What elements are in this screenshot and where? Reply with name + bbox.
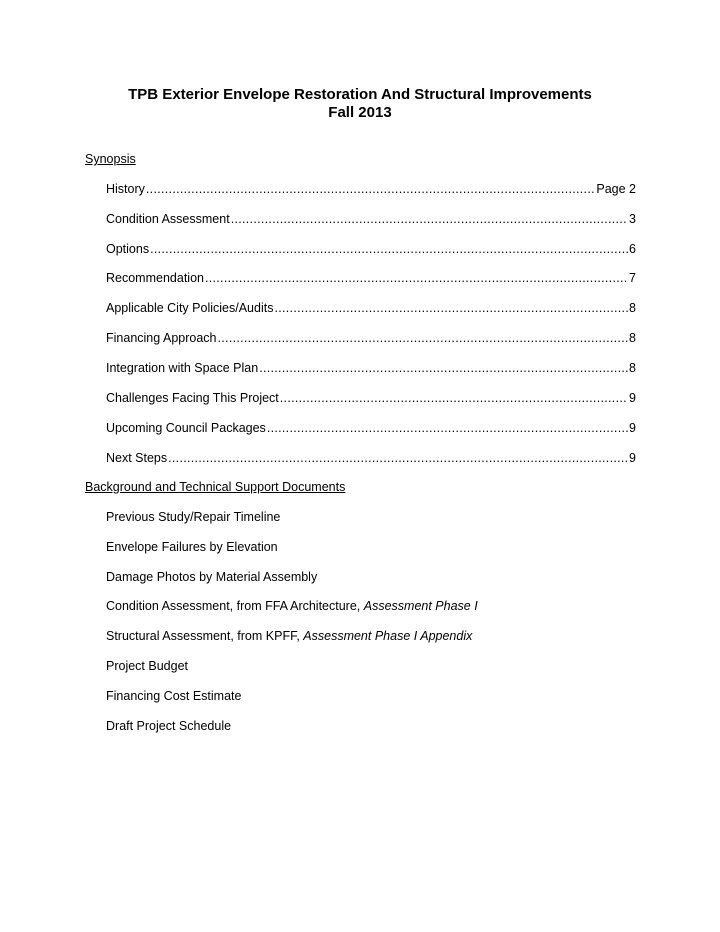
toc-entry-label: Next Steps — [106, 451, 168, 465]
toc-entry-page: 6 — [629, 242, 636, 256]
toc-leader-dots — [218, 331, 629, 346]
support-doc-text: Envelope Failures by Elevation — [106, 540, 278, 554]
toc-entry-page: Page 2 — [596, 182, 636, 196]
toc-entry-label: Financing Approach — [106, 331, 217, 345]
toc-entry-label: Integration with Space Plan — [106, 361, 259, 375]
document-subtitle: Fall 2013 — [328, 104, 392, 121]
document-title: TPB Exterior Envelope Restoration And Structural Improvements — [128, 86, 592, 103]
support-doc-text: Previous Study/Repair Timeline — [106, 510, 281, 524]
toc-leader-dots — [280, 391, 628, 406]
toc-entry-city-policies[interactable] — [106, 301, 636, 316]
support-doc-text: Project Budget — [106, 659, 188, 673]
toc-entry-space-plan[interactable] — [106, 361, 636, 376]
toc-leader-dots — [168, 451, 628, 466]
toc-entry-label: Recommendation — [106, 271, 204, 285]
toc-entry-page: 8 — [629, 301, 636, 315]
toc-leader-dots — [146, 182, 595, 197]
toc-leader-dots — [267, 421, 628, 436]
support-doc-item — [106, 540, 278, 555]
background-heading: Background and Technical Support Documents — [85, 480, 346, 494]
toc-entry-page: 7 — [629, 271, 636, 285]
toc-entry-next-steps[interactable] — [106, 451, 636, 466]
toc-entry-history[interactable] — [106, 182, 636, 197]
support-doc-text: Financing Cost Estimate — [106, 689, 242, 703]
toc-entry-page: 8 — [629, 331, 636, 345]
support-doc-text: Damage Photos by Material Assembly — [106, 570, 318, 584]
support-doc-text: Structural Assessment, from KPFF, — [106, 629, 304, 643]
toc-leader-dots — [205, 271, 628, 286]
toc-leader-dots — [231, 212, 628, 227]
toc-leader-dots — [274, 301, 628, 316]
toc-entry-label: Condition Assessment — [106, 212, 230, 226]
support-doc-item — [106, 659, 188, 674]
toc-entry-page: 9 — [629, 451, 636, 465]
toc-entry-page: 3 — [629, 212, 636, 226]
support-doc-item — [106, 689, 241, 704]
support-doc-item — [106, 570, 317, 585]
toc-entry-page: 9 — [629, 421, 636, 435]
toc-entry-label: History — [106, 182, 145, 196]
support-doc-item — [106, 510, 280, 525]
toc-leader-dots — [259, 361, 628, 376]
support-doc-item — [106, 719, 231, 734]
toc-leader-dots — [150, 242, 628, 257]
toc-entry-label: Upcoming Council Packages — [106, 421, 266, 435]
toc-entry-options[interactable] — [106, 242, 636, 257]
toc-entry-label: Applicable City Policies/Audits — [106, 301, 274, 315]
toc-entry-financing-approach[interactable] — [106, 331, 636, 346]
toc-entry-challenges[interactable] — [106, 391, 636, 406]
toc-entry-label: Options — [106, 242, 150, 256]
toc-entry-label: Challenges Facing This Project — [106, 391, 279, 405]
toc-entry-page: 8 — [629, 361, 636, 375]
support-doc-text: Condition Assessment, from FFA Architecture, — [106, 599, 364, 613]
support-doc-text: Draft Project Schedule — [106, 719, 232, 733]
toc-entry-page: 9 — [629, 391, 636, 405]
support-doc-italic: Assessment Phase I Appendix — [303, 629, 473, 643]
toc-entry-recommendation[interactable] — [106, 271, 636, 286]
support-doc-italic: Assessment Phase I — [363, 599, 478, 613]
toc-entry-condition-assessment[interactable] — [106, 212, 636, 227]
synopsis-heading: Synopsis — [85, 152, 136, 166]
support-doc-item — [106, 629, 472, 644]
support-doc-item — [106, 599, 478, 614]
toc-entry-council-packages[interactable] — [106, 421, 636, 436]
